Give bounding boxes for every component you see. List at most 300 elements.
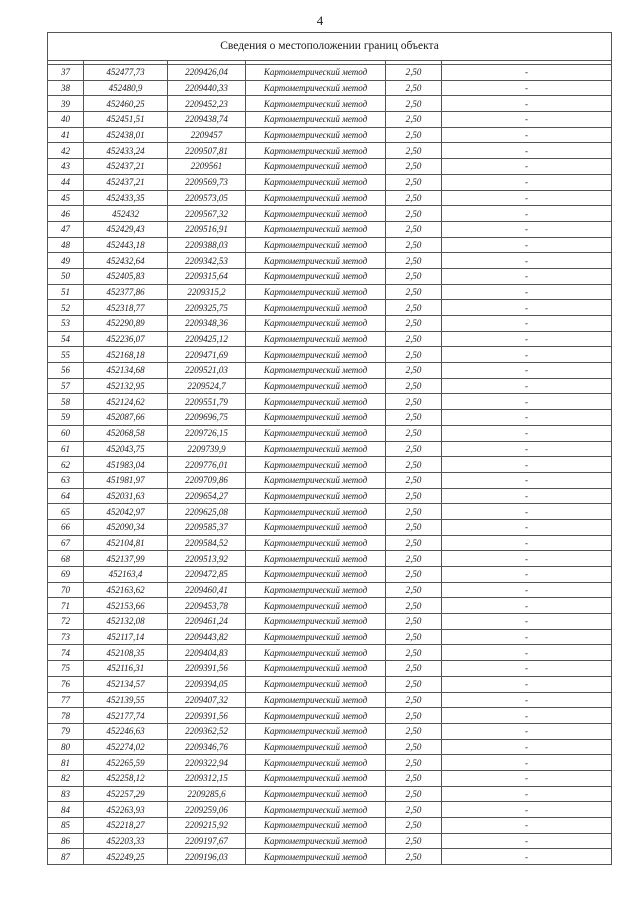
point-number-cell: 49 bbox=[48, 253, 84, 269]
table-row bbox=[48, 221, 612, 237]
coord-y-cell: 2209654,27 bbox=[168, 488, 246, 504]
coord-y-cell: 2209516,91 bbox=[168, 221, 246, 237]
note-cell: - bbox=[442, 708, 612, 724]
coord-x-cell: 452274,02 bbox=[84, 739, 168, 755]
accuracy-cell: 2,50 bbox=[386, 519, 442, 535]
note-cell: - bbox=[442, 723, 612, 739]
coord-x-cell: 452043,75 bbox=[84, 441, 168, 457]
coord-x-cell: 452203,33 bbox=[84, 833, 168, 849]
coord-y-cell: 2209561 bbox=[168, 159, 246, 175]
coord-y-cell: 2209507,81 bbox=[168, 143, 246, 159]
accuracy-cell: 2,50 bbox=[386, 378, 442, 394]
table-row bbox=[48, 567, 612, 583]
point-number-cell: 38 bbox=[48, 80, 84, 96]
method-cell: Картометрический метод bbox=[246, 174, 386, 190]
table-row bbox=[48, 614, 612, 630]
point-number-cell: 61 bbox=[48, 441, 84, 457]
table-row bbox=[48, 645, 612, 661]
point-number-cell: 70 bbox=[48, 582, 84, 598]
accuracy-cell: 2,50 bbox=[386, 316, 442, 332]
note-cell: - bbox=[442, 818, 612, 834]
method-cell: Картометрический метод bbox=[246, 112, 386, 128]
coord-x-cell: 452168,18 bbox=[84, 347, 168, 363]
coord-x-cell: 452318,77 bbox=[84, 300, 168, 316]
accuracy-cell: 2,50 bbox=[386, 849, 442, 865]
coord-y-cell: 2209196,03 bbox=[168, 849, 246, 865]
accuracy-cell: 2,50 bbox=[386, 206, 442, 222]
table-row bbox=[48, 802, 612, 818]
accuracy-cell: 2,50 bbox=[386, 190, 442, 206]
accuracy-cell: 2,50 bbox=[386, 582, 442, 598]
coord-y-cell: 2209285,6 bbox=[168, 786, 246, 802]
method-cell: Картометрический метод bbox=[246, 190, 386, 206]
coord-x-cell: 452031,63 bbox=[84, 488, 168, 504]
coord-y-cell: 2209524,7 bbox=[168, 378, 246, 394]
accuracy-cell: 2,50 bbox=[386, 159, 442, 175]
method-cell: Картометрический метод bbox=[246, 96, 386, 112]
accuracy-cell: 2,50 bbox=[386, 833, 442, 849]
point-number-cell: 42 bbox=[48, 143, 84, 159]
method-cell: Картометрический метод bbox=[246, 300, 386, 316]
coord-x-cell: 452258,12 bbox=[84, 770, 168, 786]
table-row bbox=[48, 708, 612, 724]
note-cell: - bbox=[442, 567, 612, 583]
accuracy-cell: 2,50 bbox=[386, 331, 442, 347]
method-cell: Картометрический метод bbox=[246, 65, 386, 81]
method-cell: Картометрический метод bbox=[246, 316, 386, 332]
table-row bbox=[48, 410, 612, 426]
coord-y-cell: 2209391,56 bbox=[168, 661, 246, 677]
note-cell: - bbox=[442, 363, 612, 379]
coord-x-cell: 452437,21 bbox=[84, 159, 168, 175]
accuracy-cell: 2,50 bbox=[386, 708, 442, 724]
method-cell: Картометрический метод bbox=[246, 441, 386, 457]
table-row bbox=[48, 692, 612, 708]
note-cell: - bbox=[442, 347, 612, 363]
accuracy-cell: 2,50 bbox=[386, 770, 442, 786]
coord-y-cell: 2209426,04 bbox=[168, 65, 246, 81]
coord-x-cell: 452153,66 bbox=[84, 598, 168, 614]
coord-y-cell: 2209625,08 bbox=[168, 504, 246, 520]
method-cell: Картометрический метод bbox=[246, 629, 386, 645]
note-cell: - bbox=[442, 65, 612, 81]
note-cell: - bbox=[442, 457, 612, 473]
coord-y-cell: 2209696,75 bbox=[168, 410, 246, 426]
method-cell: Картометрический метод bbox=[246, 378, 386, 394]
table-row bbox=[48, 770, 612, 786]
coord-x-cell: 452460,25 bbox=[84, 96, 168, 112]
table-row bbox=[48, 723, 612, 739]
coord-y-cell: 2209453,78 bbox=[168, 598, 246, 614]
method-cell: Картометрический метод bbox=[246, 676, 386, 692]
method-cell: Картометрический метод bbox=[246, 661, 386, 677]
coord-x-cell: 452249,25 bbox=[84, 849, 168, 865]
coord-y-cell: 2209776,01 bbox=[168, 457, 246, 473]
table-row bbox=[48, 504, 612, 520]
table-row bbox=[48, 206, 612, 222]
coord-x-cell: 452429,43 bbox=[84, 221, 168, 237]
coord-y-cell: 2209315,64 bbox=[168, 268, 246, 284]
accuracy-cell: 2,50 bbox=[386, 441, 442, 457]
coord-x-cell: 452257,29 bbox=[84, 786, 168, 802]
note-cell: - bbox=[442, 598, 612, 614]
coord-y-cell: 2209452,23 bbox=[168, 96, 246, 112]
note-cell: - bbox=[442, 535, 612, 551]
coord-x-cell: 452433,24 bbox=[84, 143, 168, 159]
note-cell: - bbox=[442, 159, 612, 175]
method-cell: Картометрический метод bbox=[246, 708, 386, 724]
table-row bbox=[48, 378, 612, 394]
coord-x-cell: 452177,74 bbox=[84, 708, 168, 724]
accuracy-cell: 2,50 bbox=[386, 488, 442, 504]
coord-y-cell: 2209457 bbox=[168, 127, 246, 143]
table-row bbox=[48, 268, 612, 284]
coord-y-cell: 2209585,37 bbox=[168, 519, 246, 535]
point-number-cell: 75 bbox=[48, 661, 84, 677]
note-cell: - bbox=[442, 849, 612, 865]
accuracy-cell: 2,50 bbox=[386, 112, 442, 128]
coord-x-cell: 452137,99 bbox=[84, 551, 168, 567]
accuracy-cell: 2,50 bbox=[386, 535, 442, 551]
accuracy-cell: 2,50 bbox=[386, 174, 442, 190]
coord-x-cell: 452104,81 bbox=[84, 535, 168, 551]
table-row bbox=[48, 472, 612, 488]
point-number-cell: 82 bbox=[48, 770, 84, 786]
point-number-cell: 80 bbox=[48, 739, 84, 755]
method-cell: Картометрический метод bbox=[246, 80, 386, 96]
table-row bbox=[48, 755, 612, 771]
note-cell: - bbox=[442, 692, 612, 708]
point-number-cell: 54 bbox=[48, 331, 84, 347]
table-title-row bbox=[48, 33, 612, 61]
accuracy-cell: 2,50 bbox=[386, 284, 442, 300]
note-cell: - bbox=[442, 80, 612, 96]
table-row bbox=[48, 786, 612, 802]
coord-y-cell: 2209215,92 bbox=[168, 818, 246, 834]
point-number-cell: 87 bbox=[48, 849, 84, 865]
coord-y-cell: 2209472,85 bbox=[168, 567, 246, 583]
accuracy-cell: 2,50 bbox=[386, 676, 442, 692]
coord-y-cell: 2209312,15 bbox=[168, 770, 246, 786]
accuracy-cell: 2,50 bbox=[386, 410, 442, 426]
coord-y-cell: 2209342,53 bbox=[168, 253, 246, 269]
coord-x-cell: 452477,73 bbox=[84, 65, 168, 81]
accuracy-cell: 2,50 bbox=[386, 65, 442, 81]
method-cell: Картометрический метод bbox=[246, 692, 386, 708]
method-cell: Картометрический метод bbox=[246, 159, 386, 175]
coord-x-cell: 452246,63 bbox=[84, 723, 168, 739]
coord-x-cell: 452263,93 bbox=[84, 802, 168, 818]
accuracy-cell: 2,50 bbox=[386, 802, 442, 818]
coord-y-cell: 2209521,03 bbox=[168, 363, 246, 379]
coord-x-cell: 452443,18 bbox=[84, 237, 168, 253]
accuracy-cell: 2,50 bbox=[386, 96, 442, 112]
note-cell: - bbox=[442, 488, 612, 504]
method-cell: Картометрический метод bbox=[246, 127, 386, 143]
coord-x-cell: 452139,55 bbox=[84, 692, 168, 708]
coord-y-cell: 2209325,75 bbox=[168, 300, 246, 316]
point-number-cell: 83 bbox=[48, 786, 84, 802]
point-number-cell: 74 bbox=[48, 645, 84, 661]
coord-y-cell: 2209362,52 bbox=[168, 723, 246, 739]
table-row bbox=[48, 284, 612, 300]
note-cell: - bbox=[442, 833, 612, 849]
method-cell: Картометрический метод bbox=[246, 268, 386, 284]
note-cell: - bbox=[442, 378, 612, 394]
table-row bbox=[48, 80, 612, 96]
table-row bbox=[48, 253, 612, 269]
note-cell: - bbox=[442, 221, 612, 237]
coord-y-cell: 2209569,73 bbox=[168, 174, 246, 190]
note-cell: - bbox=[442, 190, 612, 206]
method-cell: Картометрический метод bbox=[246, 504, 386, 520]
note-cell: - bbox=[442, 253, 612, 269]
point-number-cell: 58 bbox=[48, 394, 84, 410]
accuracy-cell: 2,50 bbox=[386, 598, 442, 614]
coord-y-cell: 2209404,83 bbox=[168, 645, 246, 661]
note-cell: - bbox=[442, 174, 612, 190]
method-cell: Картометрический метод bbox=[246, 457, 386, 473]
boundary-sheet bbox=[47, 32, 611, 865]
point-number-cell: 51 bbox=[48, 284, 84, 300]
coord-x-cell: 452087,66 bbox=[84, 410, 168, 426]
accuracy-cell: 2,50 bbox=[386, 237, 442, 253]
coord-y-cell: 2209471,69 bbox=[168, 347, 246, 363]
accuracy-cell: 2,50 bbox=[386, 739, 442, 755]
coord-y-cell: 2209726,15 bbox=[168, 425, 246, 441]
coord-y-cell: 2209315,2 bbox=[168, 284, 246, 300]
coord-y-cell: 2209259,06 bbox=[168, 802, 246, 818]
table-row bbox=[48, 629, 612, 645]
method-cell: Картометрический метод bbox=[246, 519, 386, 535]
table-row bbox=[48, 347, 612, 363]
method-cell: Картометрический метод bbox=[246, 598, 386, 614]
note-cell: - bbox=[442, 112, 612, 128]
method-cell: Картометрический метод bbox=[246, 284, 386, 300]
point-number-cell: 40 bbox=[48, 112, 84, 128]
coord-x-cell: 452108,35 bbox=[84, 645, 168, 661]
coord-x-cell: 452437,21 bbox=[84, 174, 168, 190]
accuracy-cell: 2,50 bbox=[386, 755, 442, 771]
point-number-cell: 39 bbox=[48, 96, 84, 112]
point-number-cell: 50 bbox=[48, 268, 84, 284]
point-number-cell: 41 bbox=[48, 127, 84, 143]
table-row bbox=[48, 676, 612, 692]
accuracy-cell: 2,50 bbox=[386, 629, 442, 645]
table-row bbox=[48, 598, 612, 614]
accuracy-cell: 2,50 bbox=[386, 268, 442, 284]
coord-x-cell: 452068,58 bbox=[84, 425, 168, 441]
table-row bbox=[48, 661, 612, 677]
coord-y-cell: 2209443,82 bbox=[168, 629, 246, 645]
note-cell: - bbox=[442, 237, 612, 253]
accuracy-cell: 2,50 bbox=[386, 363, 442, 379]
accuracy-cell: 2,50 bbox=[386, 692, 442, 708]
table-row bbox=[48, 300, 612, 316]
method-cell: Картометрический метод bbox=[246, 739, 386, 755]
point-number-cell: 48 bbox=[48, 237, 84, 253]
table-row bbox=[48, 441, 612, 457]
point-number-cell: 77 bbox=[48, 692, 84, 708]
method-cell: Картометрический метод bbox=[246, 206, 386, 222]
note-cell: - bbox=[442, 786, 612, 802]
point-number-cell: 44 bbox=[48, 174, 84, 190]
point-number-cell: 47 bbox=[48, 221, 84, 237]
method-cell: Картометрический метод bbox=[246, 535, 386, 551]
method-cell: Картометрический метод bbox=[246, 331, 386, 347]
coord-y-cell: 2209407,32 bbox=[168, 692, 246, 708]
point-number-cell: 79 bbox=[48, 723, 84, 739]
point-number-cell: 59 bbox=[48, 410, 84, 426]
coord-x-cell: 452480,9 bbox=[84, 80, 168, 96]
note-cell: - bbox=[442, 582, 612, 598]
table-row bbox=[48, 96, 612, 112]
note-cell: - bbox=[442, 425, 612, 441]
table-row bbox=[48, 582, 612, 598]
table-row bbox=[48, 519, 612, 535]
method-cell: Картометрический метод bbox=[246, 488, 386, 504]
coord-x-cell: 452132,95 bbox=[84, 378, 168, 394]
coord-y-cell: 2209440,33 bbox=[168, 80, 246, 96]
coord-x-cell: 452377,86 bbox=[84, 284, 168, 300]
accuracy-cell: 2,50 bbox=[386, 143, 442, 159]
accuracy-cell: 2,50 bbox=[386, 221, 442, 237]
coord-y-cell: 2209438,74 bbox=[168, 112, 246, 128]
coord-x-cell: 452042,97 bbox=[84, 504, 168, 520]
coord-x-cell: 452134,68 bbox=[84, 363, 168, 379]
point-number-cell: 72 bbox=[48, 614, 84, 630]
boundary-table-body bbox=[48, 33, 612, 865]
table-row bbox=[48, 174, 612, 190]
note-cell: - bbox=[442, 472, 612, 488]
method-cell: Картометрический метод bbox=[246, 472, 386, 488]
point-number-cell: 55 bbox=[48, 347, 84, 363]
accuracy-cell: 2,50 bbox=[386, 347, 442, 363]
accuracy-cell: 2,50 bbox=[386, 472, 442, 488]
note-cell: - bbox=[442, 441, 612, 457]
table-row bbox=[48, 159, 612, 175]
note-cell: - bbox=[442, 629, 612, 645]
point-number-cell: 66 bbox=[48, 519, 84, 535]
note-cell: - bbox=[442, 127, 612, 143]
coord-y-cell: 2209460,41 bbox=[168, 582, 246, 598]
method-cell: Картометрический метод bbox=[246, 237, 386, 253]
point-number-cell: 53 bbox=[48, 316, 84, 332]
note-cell: - bbox=[442, 284, 612, 300]
method-cell: Картометрический метод bbox=[246, 394, 386, 410]
method-cell: Картометрический метод bbox=[246, 849, 386, 865]
note-cell: - bbox=[442, 661, 612, 677]
accuracy-cell: 2,50 bbox=[386, 300, 442, 316]
point-number-cell: 71 bbox=[48, 598, 84, 614]
note-cell: - bbox=[442, 770, 612, 786]
coord-x-cell: 451983,04 bbox=[84, 457, 168, 473]
accuracy-cell: 2,50 bbox=[386, 457, 442, 473]
method-cell: Картометрический метод bbox=[246, 347, 386, 363]
note-cell: - bbox=[442, 410, 612, 426]
point-number-cell: 64 bbox=[48, 488, 84, 504]
coord-y-cell: 2209322,94 bbox=[168, 755, 246, 771]
coord-x-cell: 452236,07 bbox=[84, 331, 168, 347]
coord-x-cell: 452433,35 bbox=[84, 190, 168, 206]
accuracy-cell: 2,50 bbox=[386, 551, 442, 567]
coord-y-cell: 2209573,05 bbox=[168, 190, 246, 206]
table-row bbox=[48, 551, 612, 567]
method-cell: Картометрический метод bbox=[246, 567, 386, 583]
method-cell: Картометрический метод bbox=[246, 253, 386, 269]
accuracy-cell: 2,50 bbox=[386, 645, 442, 661]
point-number-cell: 78 bbox=[48, 708, 84, 724]
note-cell: - bbox=[442, 802, 612, 818]
point-number-cell: 46 bbox=[48, 206, 84, 222]
point-number-cell: 76 bbox=[48, 676, 84, 692]
point-number-cell: 43 bbox=[48, 159, 84, 175]
point-number-cell: 56 bbox=[48, 363, 84, 379]
method-cell: Картометрический метод bbox=[246, 802, 386, 818]
table-row bbox=[48, 833, 612, 849]
point-number-cell: 45 bbox=[48, 190, 84, 206]
table-row bbox=[48, 316, 612, 332]
accuracy-cell: 2,50 bbox=[386, 504, 442, 520]
coord-x-cell: 452117,14 bbox=[84, 629, 168, 645]
coord-y-cell: 2209513,92 bbox=[168, 551, 246, 567]
method-cell: Картометрический метод bbox=[246, 363, 386, 379]
table-row bbox=[48, 457, 612, 473]
coord-x-cell: 452218,27 bbox=[84, 818, 168, 834]
point-number-cell: 60 bbox=[48, 425, 84, 441]
table-row bbox=[48, 849, 612, 865]
table-row bbox=[48, 112, 612, 128]
note-cell: - bbox=[442, 739, 612, 755]
point-number-cell: 37 bbox=[48, 65, 84, 81]
accuracy-cell: 2,50 bbox=[386, 394, 442, 410]
coord-y-cell: 2209567,32 bbox=[168, 206, 246, 222]
accuracy-cell: 2,50 bbox=[386, 127, 442, 143]
point-number-cell: 84 bbox=[48, 802, 84, 818]
note-cell: - bbox=[442, 268, 612, 284]
table-row bbox=[48, 65, 612, 81]
table-row bbox=[48, 394, 612, 410]
accuracy-cell: 2,50 bbox=[386, 80, 442, 96]
accuracy-cell: 2,50 bbox=[386, 723, 442, 739]
method-cell: Картометрический метод bbox=[246, 833, 386, 849]
coord-y-cell: 2209425,12 bbox=[168, 331, 246, 347]
coord-x-cell: 451981,97 bbox=[84, 472, 168, 488]
note-cell: - bbox=[442, 614, 612, 630]
coord-x-cell: 452432,64 bbox=[84, 253, 168, 269]
method-cell: Картометрический метод bbox=[246, 582, 386, 598]
method-cell: Картометрический метод bbox=[246, 770, 386, 786]
accuracy-cell: 2,50 bbox=[386, 614, 442, 630]
note-cell: - bbox=[442, 755, 612, 771]
coord-y-cell: 2209391,56 bbox=[168, 708, 246, 724]
note-cell: - bbox=[442, 96, 612, 112]
coord-y-cell: 2209394,05 bbox=[168, 676, 246, 692]
boundary-table bbox=[47, 32, 612, 865]
method-cell: Картометрический метод bbox=[246, 551, 386, 567]
note-cell: - bbox=[442, 331, 612, 347]
point-number-cell: 57 bbox=[48, 378, 84, 394]
note-cell: - bbox=[442, 206, 612, 222]
coord-x-cell: 452290,89 bbox=[84, 316, 168, 332]
method-cell: Картометрический метод bbox=[246, 645, 386, 661]
note-cell: - bbox=[442, 143, 612, 159]
note-cell: - bbox=[442, 551, 612, 567]
coord-x-cell: 452132,08 bbox=[84, 614, 168, 630]
note-cell: - bbox=[442, 504, 612, 520]
coord-x-cell: 452163,4 bbox=[84, 567, 168, 583]
point-number-cell: 52 bbox=[48, 300, 84, 316]
